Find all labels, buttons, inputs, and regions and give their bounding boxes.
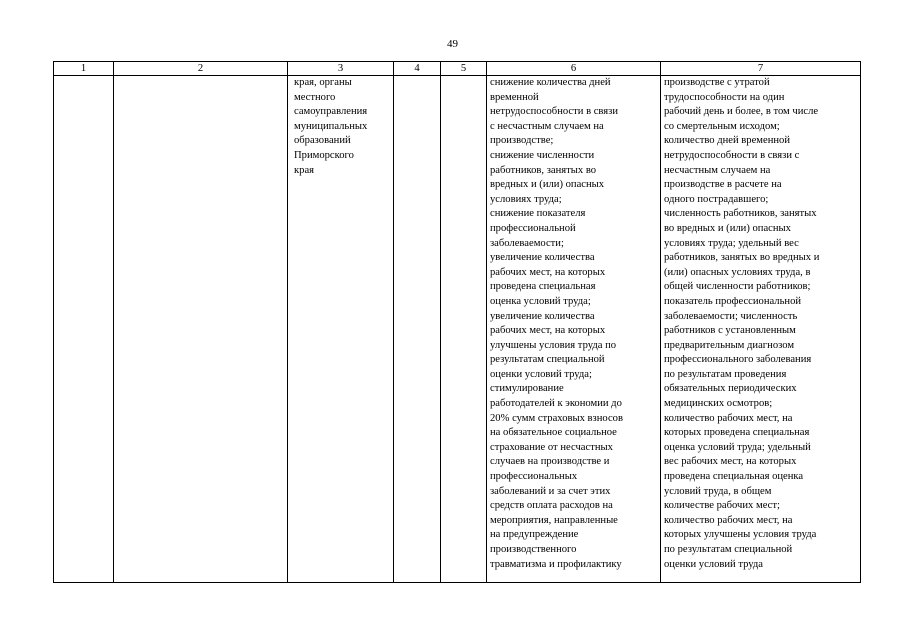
table-row	[54, 76, 861, 583]
cell-indicators: производстве с утратой трудоспособности на один рабочий день и более, в том числе со смертельным исходом; количество дней временной нетрудоспособности в связи с несчастным случаем на производстве в расчете на одного пострадавшего; численность работников, занятых во вредных и (или) опасных условиях труда; удельный вес работников, занятых во вредных и (или) опасных условиях труда, в общей численности работников; показатель профессиональной заболеваемости; численность работников с установленным предварительным диагнозом профессионального заболевания по результатам проведения обязательных периодических медицинских осмотров; количество рабочих мест, на которых проведена специальная оценка условий труда; удельный вес рабочих мест, на которых проведена специальная оценка условий труда, в общем количестве рабочих мест; количество рабочих мест, на которых улучшены условия труда по результатам специальной оценки условий труда	[661, 76, 861, 583]
header-cell-7: 7	[661, 62, 861, 76]
header-cell-1: 1	[54, 62, 114, 76]
table-header-row	[54, 62, 861, 76]
header-cell-4: 4	[394, 62, 441, 76]
header-cell-6: 6	[487, 62, 661, 76]
header-cell-2: 2	[114, 62, 288, 76]
cell-expected-results: снижение количества дней временной нетрудоспособности в связи с несчастным случаем на производстве; снижение численности работников, занятых во вредных и (или) опасных условиях труда; снижение показателя профессиональной заболеваемости; увеличение количества рабочих мест, на которых проведена специальная оценка условий труда; увеличение количества рабочих мест, на которых улучшены условия труда по результатам специальной оценки условий труда; стимулирование работодателей к экономии до 20% сумм страховых взносов на обязательное социальное страхование от несчастных случаев на производстве и профессиональных заболеваний и за счет этих средств оплата расходов на мероприятия, направленные на предупреждение производственного травматизма и профилактику	[487, 76, 661, 583]
document-table	[53, 61, 861, 583]
cell-col4	[394, 76, 441, 583]
header-cell-5: 5	[441, 62, 487, 76]
page-number: 49	[447, 38, 458, 50]
cell-col1	[54, 76, 114, 583]
cell-col2	[114, 76, 288, 583]
cell-col5	[441, 76, 487, 583]
cell-responsible: края, органы местного самоуправления муниципальных образований Приморского края	[288, 76, 394, 583]
header-cell-3: 3	[288, 62, 394, 76]
